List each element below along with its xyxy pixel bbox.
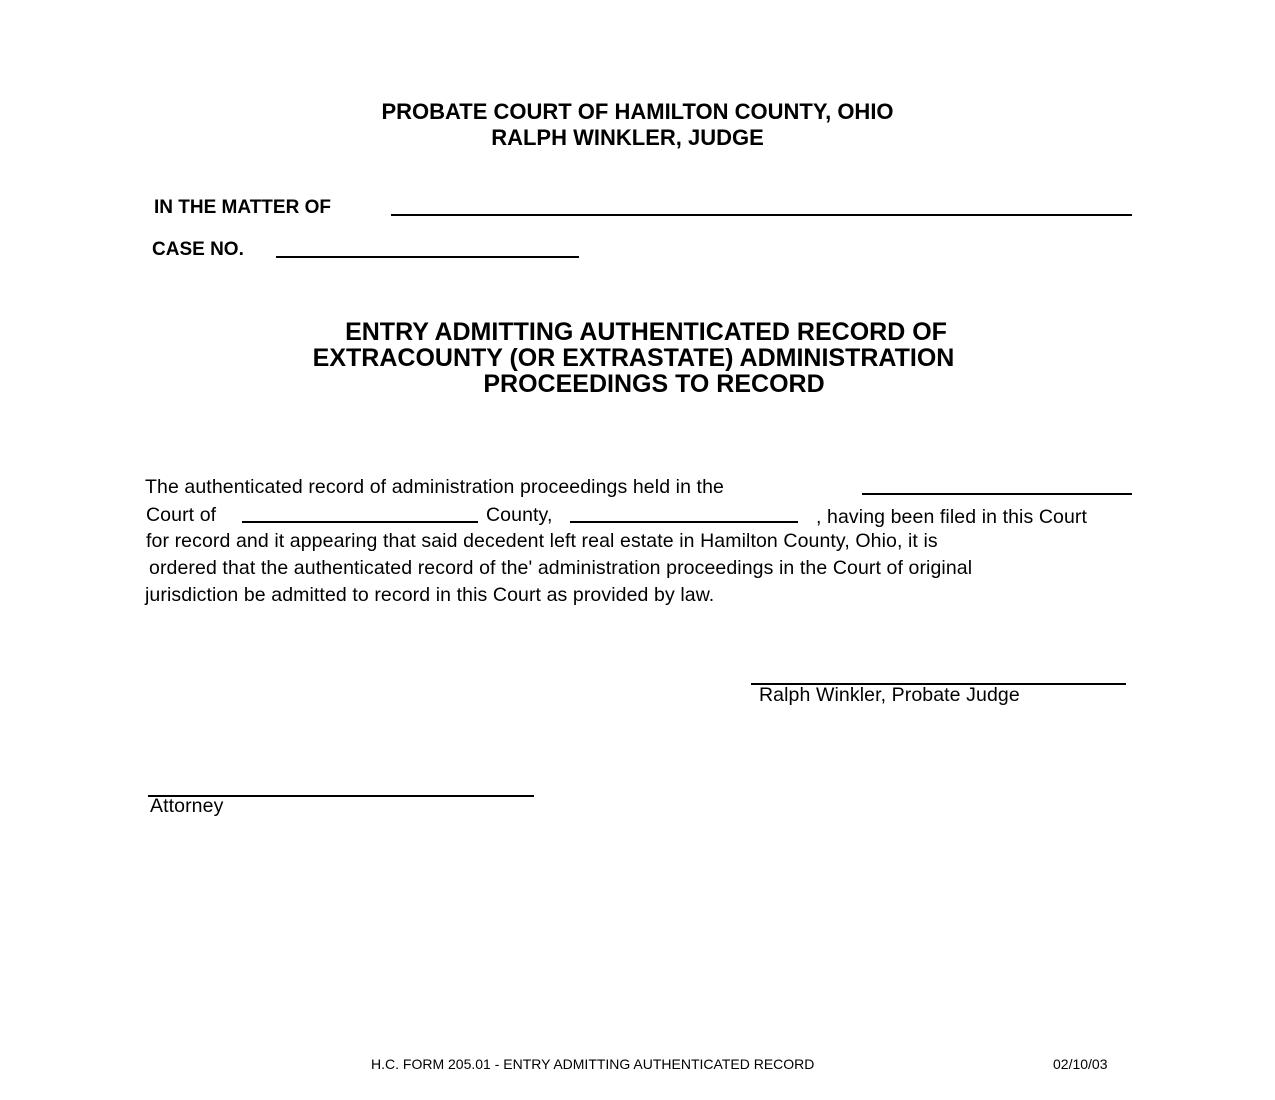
body-line-2-court-of: Court of	[146, 504, 217, 526]
body-line-5: jurisdiction be admitted to record in this Court as provided by law.	[145, 584, 715, 606]
body-line-3: for record and it appearing that said decedent left real estate in Hamilton County, Ohio, it is	[146, 530, 938, 552]
title-line-1: ENTRY ADMITTING AUTHENTICATED RECORD OF	[345, 318, 947, 346]
body-line-2-county: County,	[486, 504, 553, 526]
body-line-2-filed: , having been filed in this Court	[816, 506, 1088, 528]
matter-blank-line[interactable]	[391, 214, 1132, 216]
court-location-blank-line[interactable]	[862, 493, 1132, 495]
case-number-blank-line[interactable]	[276, 256, 579, 258]
county-state-blank-line[interactable]	[570, 521, 798, 523]
judge-signature-label: Ralph Winkler, Probate Judge	[759, 684, 1020, 706]
body-line-1: The authenticated record of administration proceedings held in the	[145, 476, 724, 498]
form-footer: H.C. FORM 205.01 - ENTRY ADMITTING AUTHENTICATED RECORD	[371, 1056, 815, 1072]
matter-label: IN THE MATTER OF	[154, 197, 331, 218]
case-number-label: CASE NO.	[152, 239, 244, 260]
court-name: PROBATE COURT OF HAMILTON COUNTY, OHIO	[381, 99, 894, 124]
title-line-3: PROCEEDINGS TO RECORD	[483, 370, 825, 398]
attorney-signature-label: Attorney	[150, 795, 224, 817]
title-line-2: EXTRACOUNTY (OR EXTRASTATE) ADMINISTRATION	[312, 344, 955, 372]
judge-name-heading: RALPH WINKLER, JUDGE	[491, 125, 764, 150]
body-line-4: ordered that the authenticated record of the' administration proceedings in the Court of original	[149, 557, 973, 579]
court-of-blank-line[interactable]	[242, 521, 478, 523]
form-date: 02/10/03	[1053, 1056, 1108, 1072]
